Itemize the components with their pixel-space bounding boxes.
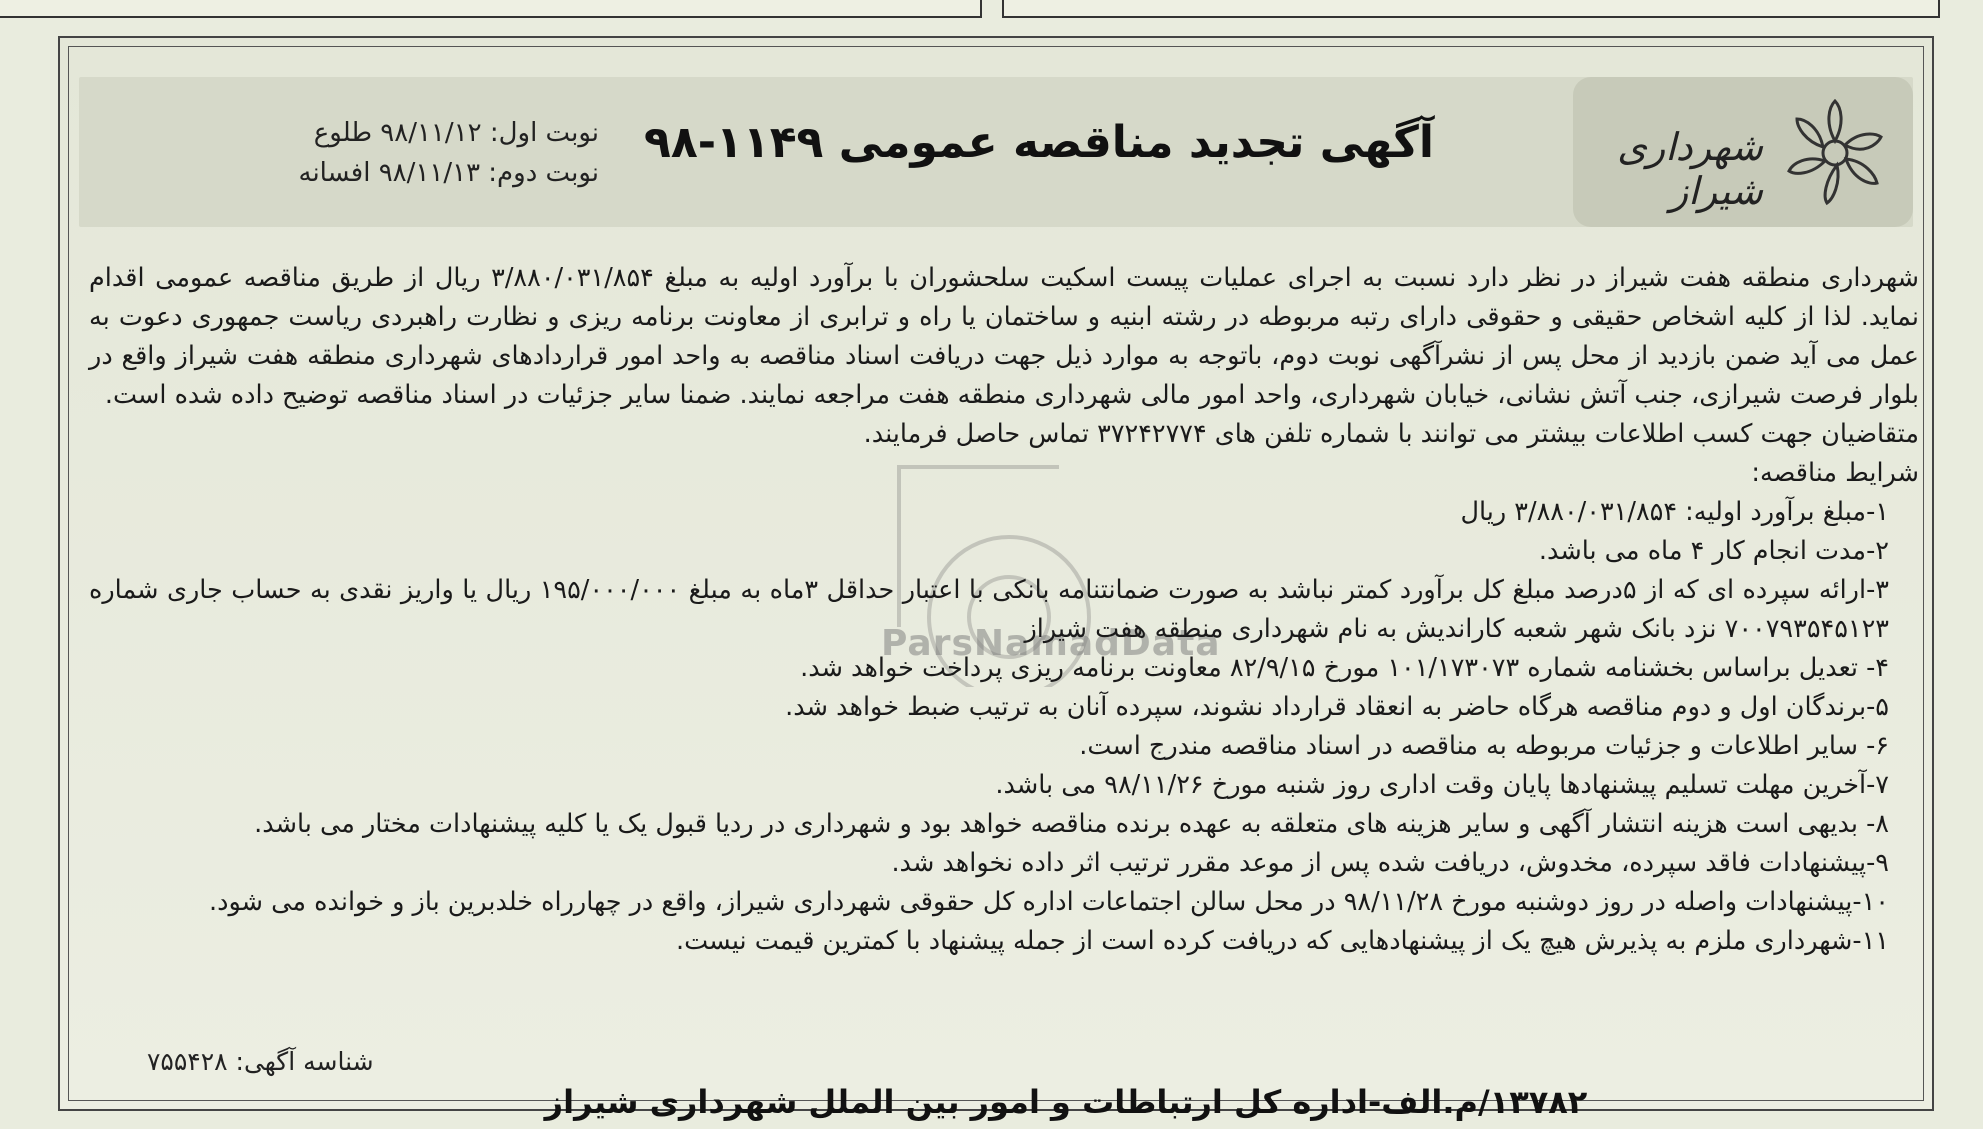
condition-item: ۱۰-پیشنهادات واصله در روز دوشنبه مورخ ۹۸/۱۱/۲۸ در محل سالن اجتماعات اداره کل حقوقی شهرداری شیراز، واقع در چهارراه خلدبرین باز و خوانده می شود. <box>208 887 1889 917</box>
adjacent-ad-border-left <box>0 0 982 18</box>
condition-item: ۵-برندگان اول و دوم مناقصه هرگاه حاضر به انعقاد قرارداد نشوند، سپرده آنان به ترتیب ضبط خواهد شد. <box>785 692 1889 722</box>
ad-header <box>79 77 1913 227</box>
ad-footer: ۱۳۷۸۲/م.الف-اداره کل ارتباطات و امور بین الملل شهرداری شیراز <box>544 1083 1588 1121</box>
condition-item: ۸- بدیهی است هزینه انتشار آگهی و سایر هزینه های متعلقه به عهده برنده مناقصه خواهد بود و شهرداری در ردیا قبول یک یا کلیه پیشنهادات مختار می باشد. <box>254 809 1889 839</box>
condition-item: ۴- تعدیل براساس بخشنامه شماره ۱۰۱/۱۷۳۰۷۳ مورخ ۸۲/۹/۱۵ معاونت برنامه ریزی پرداخت خواهد شد. <box>800 653 1889 683</box>
flower-logo-icon <box>1775 93 1895 213</box>
ad-body <box>89 259 1919 961</box>
condition-item: ۱۱-شهرداری ملزم به پذیرش هیچ یک از پیشنهادهایی که دریافت کرده است از جمله پیشنهاد با کمترین قیمت نیست. <box>675 926 1889 956</box>
publication-second: نوبت دوم: ۹۸/۱۱/۱۳ افسانه <box>298 158 599 188</box>
ad-id: شناسه آگهی: ۷۵۵۴۲۸ <box>147 1047 374 1076</box>
ad-frame <box>58 36 1934 1121</box>
condition-item: ۳-ارائه سپرده ای که از ۵درصد مبلغ کل برآورد کمتر نباشد به صورت ضمانتنامه بانکی با اعتبار حداقل ۳ماه به مبلغ ۱۹۵/۰۰۰/۰۰۰ ریال یا واریز نقدی به حساب جاری شماره ۷۰۰۷۹۳۵۴۵۱۲۳ نزد بانک شهر شعبه کاراندیش به نام شهرداری منطقه هفت شیراز <box>89 575 1889 644</box>
condition-item: ۲-مدت انجام کار ۴ ماه می باشد. <box>1538 536 1889 566</box>
shiraz-municipality-logo <box>1573 77 1913 227</box>
adjacent-ad-border-right <box>1002 0 1940 18</box>
ad-inner-border <box>68 46 1924 1121</box>
logo-text: شهرداری شیراز <box>1617 125 1763 213</box>
publication-first: نوبت اول: ۹۸/۱۱/۱۲ طلوع <box>313 118 599 148</box>
publication-dates <box>199 113 599 193</box>
condition-item: ۷-آخرین مهلت تسلیم پیشنهادها پایان وقت اداری روز شنبه مورخ ۹۸/۱۱/۲۶ می باشد. <box>995 770 1889 800</box>
watermark-text: ParsNamadData <box>881 623 1221 664</box>
contact-paragraph: متقاضیان جهت کسب اطلاعات بیشتر می توانند با شماره تلفن های ۳۷۲۴۲۷۷۴ تماس حاصل فرمایند. <box>863 419 1919 449</box>
condition-item: ۱-مبلغ برآورد اولیه: ۳/۸۸۰/۰۳۱/۸۵۴ ریال <box>1460 497 1889 527</box>
ad-title: آگهی تجدید مناقصه عمومی ۱۱۴۹-۹۸ <box>644 117 1434 168</box>
condition-item: ۶- سایر اطلاعات و جزئیات مربوطه به مناقصه در اسناد مناقصه مندرج است. <box>1079 731 1889 761</box>
condition-item: ۹-پیشنهادات فاقد سپرده، مخدوش، دریافت شده پس از موعد مقرر ترتیب اثر داده نخواهد شد. <box>891 848 1889 878</box>
intro-paragraph: شهرداری منطقه هفت شیراز در نظر دارد نسبت به اجرای عملیات پیست اسکیت سلحشوران با برآورد اولیه به مبلغ ۳/۸۸۰/۰۳۱/۸۵۴ ریال از طریق مناقصه عمومی اقدام نماید. لذا از کلیه اشخاص حقیقی و حقوقی دارای رتبه مربوطه در رشته ابنیه و ساختمان یا راه و ترابری از معاونت برنامه ریزی و نظارت راهبردی ریاست جمهوری دعوت به عمل می آید ضمن بازدید از محل پس از نشرآگهی نوبت دوم، باتوجه به موارد ذیل جهت دریافت اسناد مناقصه به واحد امور قراردادهای شهرداری منطقه هفت شیراز واقع در بلوار فرصت شیرازی، جنب آتش نشانی، خیابان شهرداری، واحد امور مالی شهرداری منطقه هفت مراجعه نمایند. ضمنا سایر جزئیات در اسناد مناقصه توضیح داده شده است. <box>89 263 1919 410</box>
conditions-title: شرایط مناقصه: <box>1751 458 1919 488</box>
